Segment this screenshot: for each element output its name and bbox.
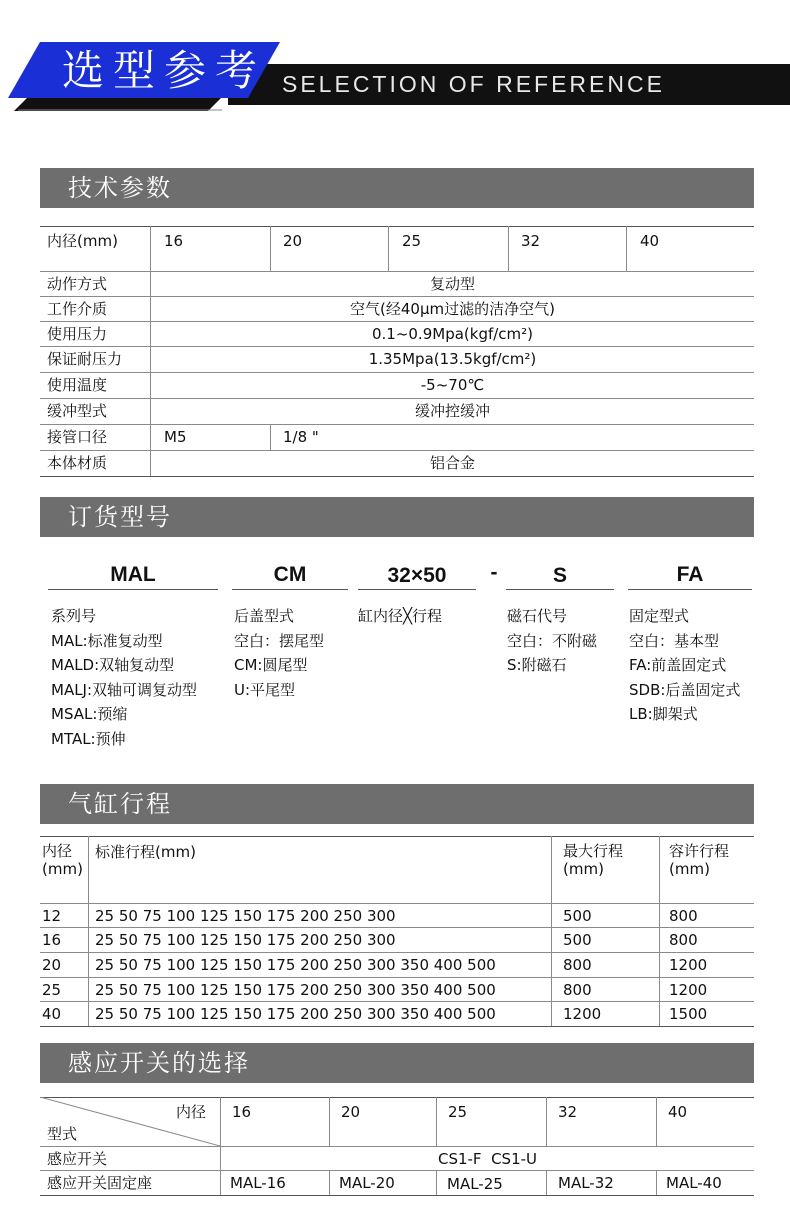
section-title-tech: 技术参数 [68,174,172,202]
header-title: 选型参考 [62,46,267,95]
code-magnet: S [552,564,567,587]
stroke-row-max: 800 [563,956,592,974]
tech-bore-label: 内径(mm) [47,232,118,250]
sensor-bore-40: 40 [668,1103,688,1121]
stroke-row-allow: 800 [669,931,698,949]
tech-row-label: 使用温度 [47,376,108,394]
order-desc-bore-stroke: 缸内径╳行程 [358,607,443,625]
tech-material-value: 铝合金 [429,454,475,472]
tech-bore-32: 32 [521,232,541,250]
tech-bore-40: 40 [640,232,660,250]
stroke-row-allow: 1500 [669,1005,708,1023]
tech-bore-16: 16 [164,232,184,250]
stroke-header-max: 最大行程 (mm) [563,842,624,878]
tech-row-label: 缓冲型式 [47,402,108,420]
sensor-corner-bore: 内径 [176,1103,207,1121]
sensor-mount-32: MAL-32 [558,1174,614,1192]
sensor-corner-type: 型式 [47,1125,78,1143]
stroke-header-bore: 内径 (mm) [42,842,83,878]
stroke-row-std: 25 50 75 100 125 150 175 200 250 300 350 400 500 [95,956,496,974]
stroke-row-bore: 20 [42,956,62,974]
tech-bore-20: 20 [283,232,303,250]
order-desc-magnet: 磁石代号 空白：不附磁 S:附磁石 [507,607,598,674]
stroke-row-std: 25 50 75 100 125 150 175 200 250 300 350 400 500 [95,1005,496,1023]
sensor-mount-25: MAL-25 [447,1175,503,1193]
stroke-row-allow: 800 [669,907,698,925]
section-title-order: 订货型号 [68,503,172,531]
stroke-row-allow: 1200 [669,956,708,974]
stroke-row-bore: 16 [42,931,62,949]
section-bar-tech [40,168,754,208]
code-bore-stroke: 32×50 [387,564,447,587]
sensor-mount-16: MAL-16 [230,1174,286,1192]
sensor-switch-value: CS1-F CS1-U [437,1150,538,1168]
stroke-row-std: 25 50 75 100 125 150 175 200 250 300 [95,907,396,925]
section-bar-stroke [40,784,754,824]
tech-row-value: 0.1~0.9Mpa(kgf/cm²) [371,325,534,343]
stroke-row-allow: 1200 [669,981,708,999]
tech-port-label: 接管口径 [47,428,108,446]
stroke-row-bore: 40 [42,1005,62,1023]
tech-bore-25: 25 [402,232,422,250]
sensor-bore-20: 20 [341,1103,361,1121]
tech-row-label: 动作方式 [47,275,108,293]
sensor-mount-40: MAL-40 [666,1174,722,1192]
sensor-bore-25: 25 [448,1103,468,1121]
order-desc-mount: 固定型式 空白：基本型 FA:前盖固定式 SDB:后盖固定式 LB:脚架式 [629,607,741,723]
section-title-stroke: 气缸行程 [68,790,172,818]
tech-row-value: 1.35Mpa(13.5kgf/cm²) [368,350,537,368]
section-bar-sensor [40,1043,754,1083]
section-bar-order [40,497,754,537]
stroke-header-allow: 容许行程 (mm) [669,842,730,878]
stroke-row-max: 500 [563,907,592,925]
tech-port-18: 1/8 " [283,428,319,446]
stroke-row-bore: 25 [42,981,62,999]
tech-row-value: 空气(经40μm过滤的洁净空气) [350,300,555,318]
sensor-mount-label: 感应开关固定座 [47,1174,153,1192]
tech-row-label: 保证耐压力 [47,350,123,368]
tech-row-value: 复动型 [429,275,475,293]
code-dash: - [490,561,498,584]
stroke-header-std: 标准行程(mm) [95,843,196,861]
order-desc-series: 系列号 MAL:标准复动型 MALD:双轴复动型 MALJ:双轴可调复动型 MSAL:预缩 MTAL:预伸 [51,607,198,748]
sensor-bore-32: 32 [558,1103,578,1121]
tech-row-value: 缓冲控缓冲 [414,402,490,420]
tech-material-label: 本体材质 [47,454,108,472]
stroke-row-std: 25 50 75 100 125 150 175 200 250 300 350 400 500 [95,981,496,999]
header-subtitle: SELECTION OF REFERENCE [282,71,665,97]
code-rear-cover: CM [273,563,307,586]
stroke-row-max: 500 [563,931,592,949]
sensor-mount-20: MAL-20 [339,1174,395,1192]
tech-row-value: -5~70℃ [420,376,485,394]
section-title-sensor: 感应开关的选择 [68,1049,250,1077]
sensor-switch-label: 感应开关 [47,1150,108,1168]
stroke-row-max: 1200 [563,1005,602,1023]
code-mount: FA [676,563,704,586]
tech-row-label: 使用压力 [47,325,108,343]
code-series: MAL [110,563,156,586]
sensor-bore-16: 16 [232,1103,252,1121]
order-desc-rear-cover: 后盖型式 空白：摆尾型 CM:圆尾型 U:平尾型 [234,607,325,699]
stroke-row-max: 800 [563,981,592,999]
stroke-row-bore: 12 [42,907,62,925]
tech-row-label: 工作介质 [47,300,108,318]
stroke-row-std: 25 50 75 100 125 150 175 200 250 300 [95,931,396,949]
tech-port-m5: M5 [164,428,187,446]
